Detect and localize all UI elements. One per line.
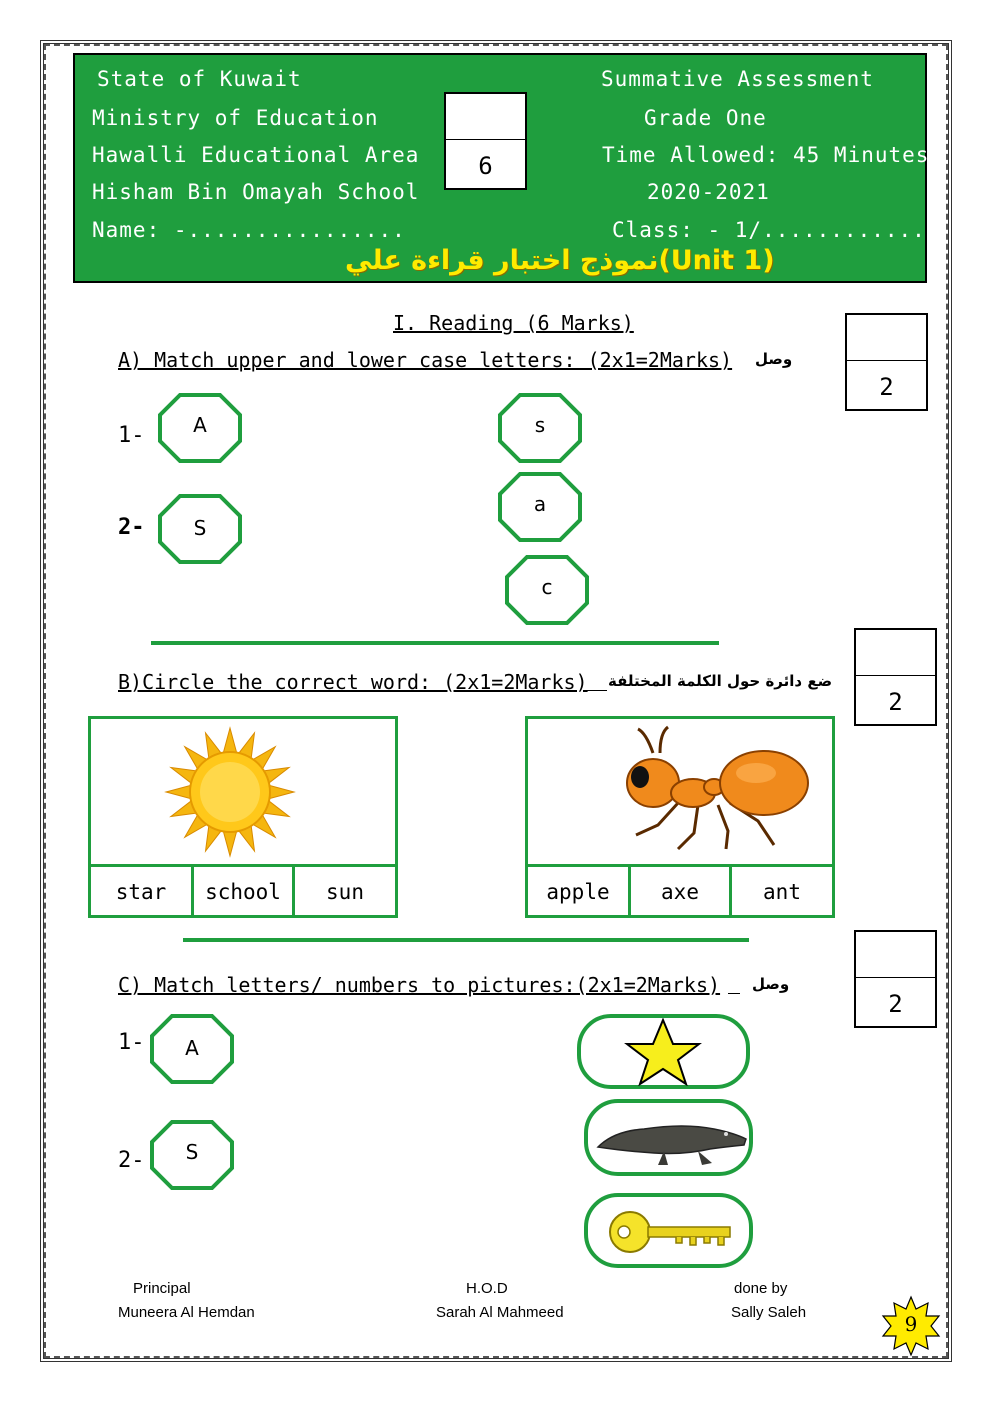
letter-S-c: S (185, 1140, 199, 1164)
divider-1 (151, 641, 719, 645)
exam-header (73, 53, 930, 283)
crocodile-icon (594, 1109, 750, 1169)
letter-c: c (541, 575, 553, 599)
letter-A-c: A (185, 1036, 199, 1060)
letter-a: a (533, 492, 547, 516)
part-a-score: 2 (879, 373, 894, 401)
state-label: State of Kuwait (97, 67, 302, 91)
page-number-badge (880, 1295, 942, 1357)
part-a-num-1: 1- (118, 423, 145, 448)
underline-extension-c (728, 993, 740, 994)
word-apple[interactable]: apple (528, 864, 628, 918)
part-c-title: C) Match letters/ numbers to pictures:(2x1=2Marks) (118, 973, 721, 997)
area-label: Hawalli Educational Area (92, 143, 420, 167)
letter-S-octagon[interactable] (158, 494, 242, 564)
hod-label: H.O.D (466, 1280, 508, 1297)
total-score: 6 (478, 152, 493, 180)
ant-card (525, 716, 835, 918)
part-c-score-box (854, 930, 937, 1028)
letter-a-octagon[interactable] (498, 472, 582, 542)
section-title: I. Reading (6 Marks) (393, 311, 634, 335)
principal-label: Principal (133, 1280, 191, 1297)
word-school[interactable]: school (191, 864, 295, 918)
underline-extension (585, 690, 607, 691)
name-field[interactable]: Name: -................ (92, 218, 406, 242)
letter-A-octagon-c[interactable] (150, 1014, 234, 1084)
part-b-score-box (854, 628, 937, 726)
word-star[interactable]: star (91, 864, 191, 918)
arabic-title: نموذج اختبار قراءة علي(Unit 1) (345, 245, 775, 276)
ant-icon (598, 725, 814, 859)
time-label: Time Allowed: 45 Minutes (602, 143, 930, 167)
letter-c-octagon[interactable] (505, 555, 589, 625)
principal-name: Muneera Al Hemdan (118, 1304, 255, 1321)
part-c-num-1: 1- (118, 1030, 145, 1055)
letter-S: S (193, 516, 207, 540)
part-a-score-box (845, 313, 928, 411)
school-label: Hisham Bin Omayah School (92, 180, 420, 204)
part-a-num-2: 2- (118, 515, 145, 540)
ministry-label: Ministry of Education (92, 106, 379, 130)
part-c-num-2: 2- (118, 1148, 145, 1173)
hod-name: Sarah Al Mahmeed (436, 1304, 564, 1321)
key-icon (606, 1205, 740, 1259)
class-field[interactable]: Class: - 1/............ (612, 218, 926, 242)
letter-A-octagon[interactable] (158, 393, 242, 463)
grade-label: Grade One (644, 106, 767, 130)
letter-s-octagon[interactable] (498, 393, 582, 463)
letter-s: s (534, 413, 546, 437)
letter-A: A (193, 413, 207, 437)
doneby-name: Sally Saleh (731, 1304, 807, 1321)
part-c-score: 2 (888, 990, 903, 1018)
word-axe[interactable]: axe (628, 864, 732, 918)
sun-icon (163, 725, 297, 859)
assessment-label: Summative Assessment (601, 67, 874, 91)
word-sun[interactable]: sun (295, 864, 395, 918)
divider-2 (183, 938, 749, 942)
word-ant[interactable]: ant (732, 864, 832, 918)
star-picture[interactable] (577, 1014, 750, 1089)
letter-S-octagon-c[interactable] (150, 1120, 234, 1190)
part-a-arabic: وصل (755, 350, 793, 368)
part-a-title: A) Match upper and lower case letters: (2x1=2Marks) (118, 348, 733, 372)
sun-card (88, 716, 398, 918)
crocodile-picture[interactable] (584, 1099, 753, 1176)
part-b-title: B)Circle the correct word: (2x1=2Marks) (118, 670, 588, 694)
year-label: 2020-2021 (647, 180, 770, 204)
star-icon (621, 1018, 705, 1086)
part-c-arabic: وصل (752, 975, 790, 993)
part-b-score: 2 (888, 688, 903, 716)
key-picture[interactable] (584, 1193, 753, 1268)
page-number: 9 (904, 1312, 918, 1336)
doneby-label: done by (734, 1280, 788, 1297)
total-score-box (444, 92, 527, 190)
part-b-arabic: ضع دائرة حول الكلمة المختلفة (608, 672, 833, 690)
